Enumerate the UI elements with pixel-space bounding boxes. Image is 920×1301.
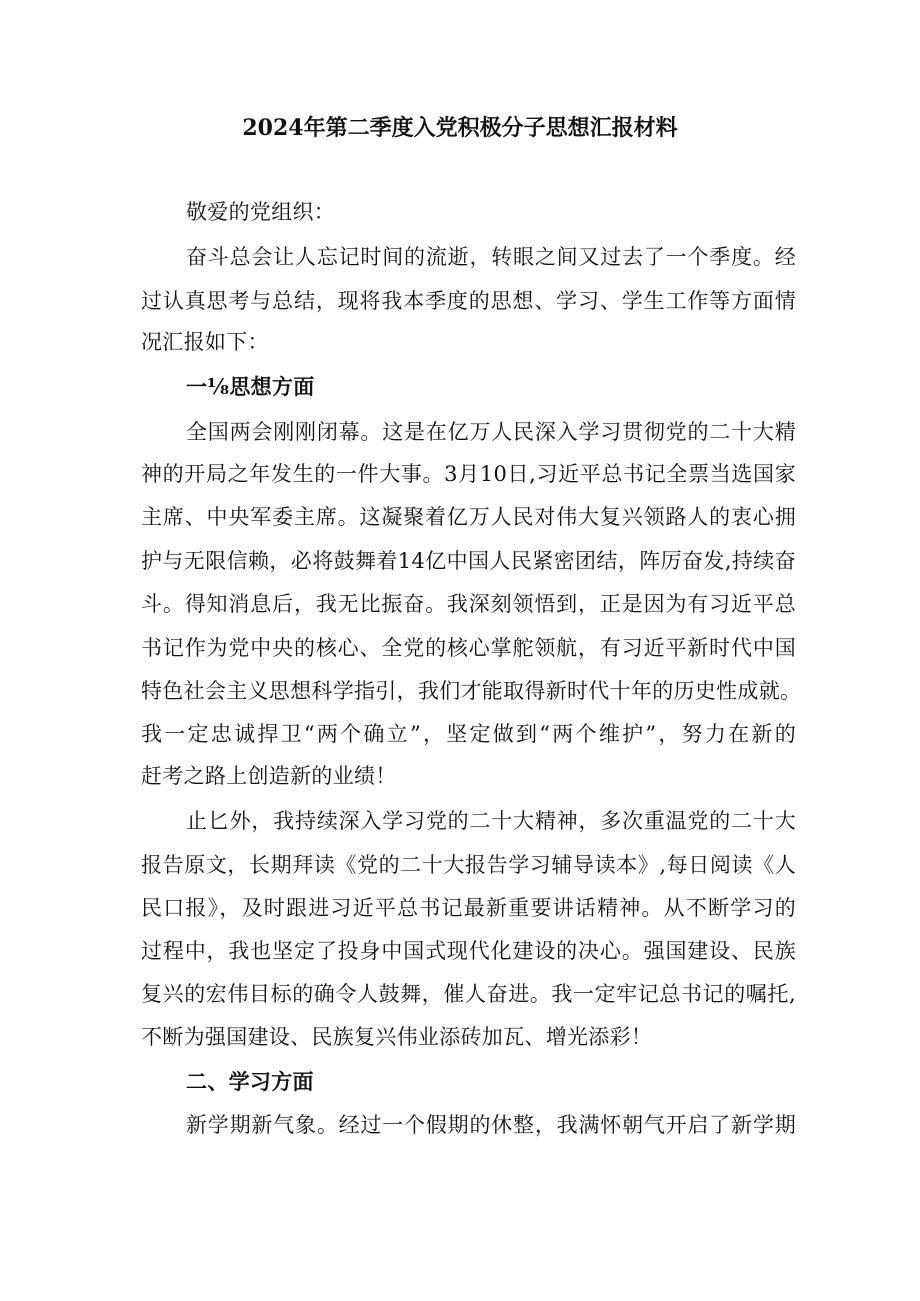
paragraph-line: 过认真思考与总结，现将我本季度的思想、学习、学生工作等方面情 <box>141 289 796 313</box>
paragraph-line: 复兴的宏伟目标的确令人鼓舞，催人奋进。我一定牢记总书记的嘱托, <box>141 982 796 1006</box>
paragraph-line: 奋斗总会让人忘记时间的流逝，转眼之间又过去了一个季度。经 <box>186 245 796 269</box>
paragraph-line: 全国两会刚刚闭幕。这是在亿万人民深入学习贯彻党的二十大精 <box>186 420 796 444</box>
paragraph-line: 不断为强国建设、民族复兴伟业添砖加瓦、增光添彩！ <box>141 1025 653 1049</box>
paragraph-line: 我一定忠诚捍卫“两个确立”，坚定做到“两个维护”，努力在新的 <box>141 722 796 746</box>
paragraph-line: 书记作为党中央的核心、全党的核心掌舵领航，有习近平新时代中国 <box>141 636 796 660</box>
paragraph-line: 斗。得知消息后，我无比振奋。我深刻领悟到，正是因为有习近平总 <box>141 592 796 616</box>
section-heading: 二、学习方面 <box>186 1069 314 1094</box>
paragraph-line: 止匕外，我持续深入学习党的二十大精神，多次重温党的二十大 <box>186 809 796 833</box>
paragraph-line: 报告原文，长期拜读《党的二十大报告学习辅导读本》,每日阅读《人 <box>141 853 796 877</box>
paragraph-line: 主席、中央军委主席。这凝聚着亿万人民对伟大复兴领路人的衷心拥 <box>141 505 796 529</box>
salutation: 敬爱的党组织： <box>186 200 336 224</box>
section-heading: 一⅛思想方面 <box>186 374 315 399</box>
paragraph-line: 神的开局之年发生的一件大事。3月10日,习近平总书记全票当选国家 <box>141 462 796 486</box>
paragraph-line: 民口报》，及时跟进习近平总书记最新重要讲话精神。从不断学习的 <box>141 896 796 920</box>
paragraph-line: 况汇报如下： <box>141 330 269 354</box>
document-title: 2024年第二季度入党积极分子思想汇报材料 <box>242 115 678 141</box>
paragraph-line: 特色社会主义思想科学指引，我们才能取得新时代十年的历史性成就。 <box>141 679 802 703</box>
paragraph-line: 护与无限信赖，必将鼓舞着14亿中国人民紧密团结，阵厉奋发,持续奋 <box>141 549 796 573</box>
paragraph-line: 新学期新气象。经过一个假期的休整，我满怀朝气开启了新学期 <box>186 1113 796 1137</box>
paragraph-line: 赶考之路上创造新的业绩！ <box>141 764 397 788</box>
paragraph-line: 过程中，我也坚定了投身中国式现代化建设的决心。强国建设、民族 <box>141 939 796 963</box>
